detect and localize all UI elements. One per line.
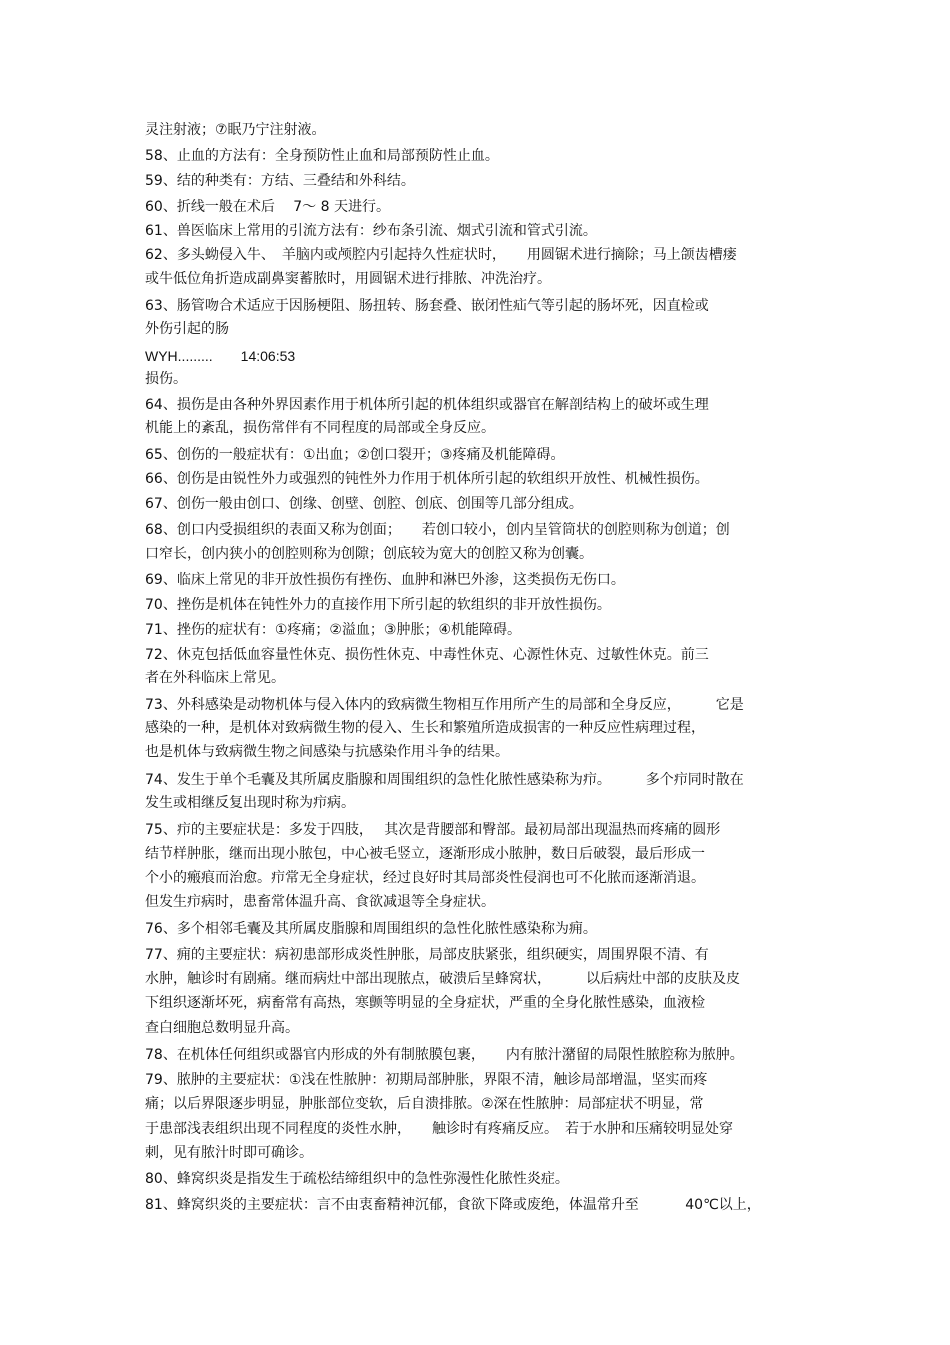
text-line: 66、创伤是由锐性外力或强烈的钝性外力作用于机体所引起的软组织开放性、机械性损伤。 (145, 471, 709, 487)
text-line: 水肿，触诊时有剧痛。继而病灶中部出现脓点，破溃后呈蜂窝状， 以后病灶中部的皮肤及皮 (145, 971, 740, 987)
text-line: 69、临床上常见的非开放性损伤有挫伤、血肿和淋巴外渗，这类损伤无伤口。 (145, 572, 625, 588)
text-line: 刺，见有脓汁时即可确诊。 (145, 1145, 313, 1161)
text-line: 查白细胞总数明显升高。 (145, 1020, 299, 1036)
text-line: 者在外科临床上常见。 (145, 670, 285, 686)
text-line: 81、蜂窝织炎的主要症状：言不由衷畜精神沉郁，食欲下降或废绝，体温常升至 40℃以上， (145, 1197, 761, 1213)
text-line: 下组织逐渐坏死，病畜常有高热，寒颤等明显的全身症状，严重的全身化脓性感染，血液检 (145, 995, 705, 1011)
text-line: 64、损伤是由各种外界因素作用于机体所引起的机体组织或器官在解剖结构上的破坏或生理 (145, 397, 709, 413)
text-line: 62、多头蚴侵入牛、 羊脑内或颅腔内引起持久性症状时， 用圆锯术进行摘除；马上颌齿槽瘘 (145, 247, 737, 263)
text-line: 也是机体与致病微生物之间感染与抗感染作用斗争的结果。 (145, 744, 509, 760)
text-line: 外伤引起的肠 (145, 321, 229, 337)
text-line: 72、休克包括低血容量性休克、损伤性休克、中毒性休克、心源性休克、过敏性休克。前三 (145, 647, 709, 663)
text-line: 80、蜂窝织炎是指发生于疏松结缔组织中的急性弥漫性化脓性炎症。 (145, 1171, 569, 1187)
text-line: 65、创伤的一般症状有：①出血；②创口裂开；③疼痛及机能障碍。 (145, 447, 565, 463)
text-line: 59、结的种类有：方结、三叠结和外科结。 (145, 173, 415, 189)
text-line: 68、创口内受损组织的表面又称为创面； 若创口较小，创内呈管筒状的创腔则称为创道；创 (145, 522, 730, 538)
text-line: 灵注射液；⑦眠乃宁注射液。 (145, 122, 326, 138)
text-line: 口窄长，创内狭小的创腔则称为创隙；创底较为宽大的创腔又称为创囊。 (145, 546, 593, 562)
author-timestamp: WYH......... 14:06:53 (145, 348, 296, 364)
text-line: 77、痈的主要症状：病初患部形成炎性肿胀，局部皮肤紧张，组织硬实，周围界限不清、有 (145, 947, 709, 963)
text-line: 67、创伤一般由创口、创缘、创壁、创腔、创底、创围等几部分组成。 (145, 496, 583, 512)
text-line: 痛；以后界限逐步明显，肿胀部位变软，后自溃排脓。②深在性脓肿：局部症状不明显，常 (145, 1096, 704, 1112)
text-line: 74、发生于单个毛囊及其所属皮脂腺和周围组织的急性化脓性感染称为疖。 多个疖同时散在 (145, 772, 744, 788)
text-line: 感染的一种，是机体对致病微生物的侵入、生长和繁殖所造成损害的一种反应性病理过程， (145, 720, 705, 736)
text-line: 于患部浅表组织出现不同程度的炎性水肿， 触诊时有疼痛反应。 若于水肿和压痛较明显处穿 (145, 1121, 733, 1137)
text-line: 73、外科感染是动物机体与侵入体内的致病微生物相互作用所产生的局部和全身反应， 它是 (145, 697, 744, 713)
text-line: 75、疖的主要症状是：多发于四肢， 其次是背腰部和臀部。最初局部出现温热而疼痛的圆形 (145, 822, 721, 838)
text-line: 79、脓肿的主要症状：①浅在性脓肿：初期局部肿胀，界限不清，触诊局部增温，坚实而疼 (145, 1072, 708, 1088)
text-line: 71、挫伤的症状有：①疼痛；②溢血；③肿胀；④机能障碍。 (145, 622, 522, 638)
text-line: 63、肠管吻合术适应于因肠梗阻、肠扭转、肠套叠、嵌闭性疝气等引起的肠坏死，因直检或 (145, 298, 709, 314)
text-line: 60、折线一般在术后 7～ 8 天进行。 (145, 199, 390, 215)
text-line: 发生或相继反复出现时称为疖病。 (145, 795, 355, 811)
text-line: 76、多个相邻毛囊及其所属皮脂腺和周围组织的急性化脓性感染称为痈。 (145, 921, 597, 937)
text-line: 但发生疖病时，患畜常体温升高、食欲减退等全身症状。 (145, 894, 495, 910)
text-line: 损伤。 (145, 371, 187, 387)
text-line: 78、在机体任何组织或器官内形成的外有制脓膜包裹， 内有脓汁潴留的局限性脓腔称为脓肿。 (145, 1047, 744, 1063)
text-line: 70、挫伤是机体在钝性外力的直接作用下所引起的软组织的非开放性损伤。 (145, 597, 611, 613)
text-line: 或牛低位角折造成副鼻窦蓄脓时，用圆锯术进行排脓、冲洗治疗。 (145, 271, 551, 287)
text-line: 结节样肿胀，继而出现小脓包，中心被毛竖立，逐渐形成小脓肿，数日后破裂，最后形成一 (145, 846, 705, 862)
text-line: 58、止血的方法有：全身预防性止血和局部预防性止血。 (145, 148, 499, 164)
text-line: 个小的瘢痕而治愈。疖常无全身症状，经过良好时其局部炎性侵润也可不化脓而逐渐消退。 (145, 870, 705, 886)
text-line: 机能上的紊乱，损伤常伴有不同程度的局部或全身反应。 (145, 420, 495, 436)
text-line: 61、兽医临床上常用的引流方法有：纱布条引流、烟式引流和管式引流。 (145, 223, 597, 239)
